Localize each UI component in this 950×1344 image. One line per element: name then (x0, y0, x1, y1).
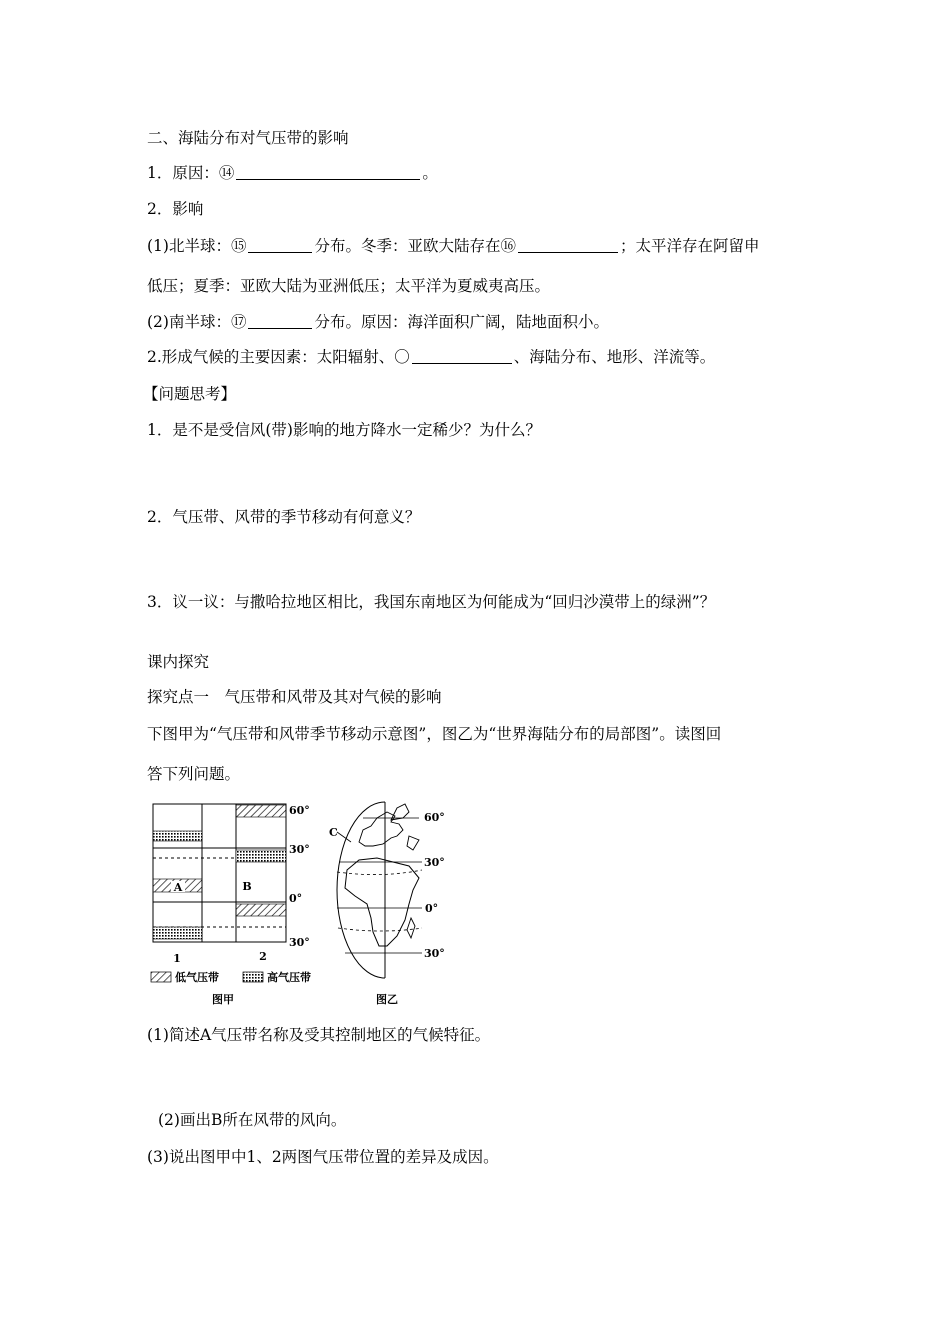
yi-lat-30n: 30° (424, 856, 445, 869)
thinking-question-1: 1．是不是受信风(带)影响的地方降水一定稀少？为什么？ (147, 421, 541, 439)
figure-jia (151, 804, 311, 1006)
factors-post: 、海陆分布、地形、洋流等。 (513, 348, 716, 366)
jia-col2-low-60n (236, 805, 286, 817)
jia-lat-0: 0° (289, 892, 303, 905)
yi-lat-30s: 30° (424, 947, 445, 960)
legend-high-swatch (243, 972, 263, 982)
jia-caption: 图甲 (212, 993, 234, 1006)
sh-label: (2)南半球：⑰ (147, 313, 247, 331)
yi-europe (359, 812, 403, 846)
question-3: (3)说出图甲中1、2两图气压带位置的差异及成因。 (147, 1148, 499, 1166)
nh-post-text: ；太平洋存在阿留申 (619, 237, 760, 255)
figure-yi (329, 802, 445, 1006)
nh-label: (1)北半球：⑮ (147, 237, 247, 255)
explore-intro-line-1: 下图甲为“气压带和风带季节移动示意图”，图乙为“世界海陆分布的局部图”。读图回 (147, 725, 722, 743)
south-hemisphere-line (147, 312, 609, 332)
cause-end: 。 (422, 164, 438, 182)
jia-lat-30n: 30° (289, 843, 310, 856)
yi-globe-outline (337, 802, 385, 978)
yi-label-c: C (329, 826, 338, 839)
climate-factors-line (147, 347, 715, 367)
thinking-heading: 【问题思考】 (143, 385, 237, 403)
yi-caption: 图乙 (376, 993, 398, 1006)
jia-frame (153, 804, 286, 942)
jia-col1-high-30s (153, 927, 202, 939)
jia-lat-60: 60° (289, 804, 310, 817)
blank-16[interactable] (518, 236, 618, 253)
jia-col1-high-30n (153, 831, 202, 841)
yi-anatolia (407, 836, 419, 850)
explore-intro-line-2: 答下列问题。 (147, 765, 241, 783)
jia-col2-high-30n (236, 850, 286, 862)
blank-15[interactable] (248, 236, 312, 253)
jia-label-b: B (242, 880, 252, 893)
yi-tropic-capricorn (338, 928, 422, 931)
influence-heading: 2．影响 (147, 200, 204, 218)
factors-label: 2.形成气候的主要因素：太阳辐射、〇 (147, 348, 410, 366)
jia-lat-30s: 30° (289, 936, 310, 949)
blank-14[interactable] (236, 163, 420, 180)
yi-lat-0: 0° (425, 902, 439, 915)
question-1: (1)简述A气压带名称及受其控制地区的气候特征。 (147, 1026, 491, 1044)
jia-label-a: A (173, 881, 183, 894)
blank-18[interactable] (412, 347, 512, 364)
north-hemisphere-continued: 低压；夏季：亚欧大陆为亚洲低压；太平洋为夏威夷高压。 (147, 277, 551, 295)
legend-low-swatch (151, 972, 171, 982)
cause-line (147, 163, 438, 183)
yi-madagascar (407, 918, 415, 938)
jia-col-1-label: 1 (173, 952, 181, 965)
thinking-question-3: 3．议一议：与撒哈拉地区相比，我国东南地区为何能成为“回归沙漠带上的绿洲”？ (147, 593, 716, 611)
question-2: (2)画出B所在风带的风向。 (158, 1111, 347, 1129)
figure-svg (147, 800, 487, 1015)
legend-low-label: 低气压带 (175, 971, 219, 984)
thinking-question-2: 2．气压带、风带的季节移动有何意义？ (147, 508, 421, 526)
north-hemisphere-line (147, 236, 760, 256)
legend-high-label: 高气压带 (267, 971, 311, 984)
yi-lat-60: 60° (424, 811, 445, 824)
explore-point-1: 探究点一 气压带和风带及其对气候的影响 (147, 688, 442, 706)
cause-label: 1．原因：⑭ (147, 164, 235, 182)
blank-17[interactable] (248, 312, 312, 329)
jia-col-2-label: 2 (259, 950, 267, 963)
jia-col2-low-equator (236, 904, 286, 916)
sh-post-text: 分布。原因：海洋面积广阔，陆地面积小。 (314, 313, 609, 331)
section-title: 二、海陆分布对气压带的影响 (147, 129, 349, 147)
explore-heading: 课内探究 (147, 653, 210, 671)
nh-mid-text: 分布。冬季：亚欧大陆存在⑯ (314, 237, 516, 255)
yi-tropic-cancer (337, 870, 422, 875)
yi-label-c-leader (337, 832, 351, 842)
figure-group (147, 800, 487, 1019)
